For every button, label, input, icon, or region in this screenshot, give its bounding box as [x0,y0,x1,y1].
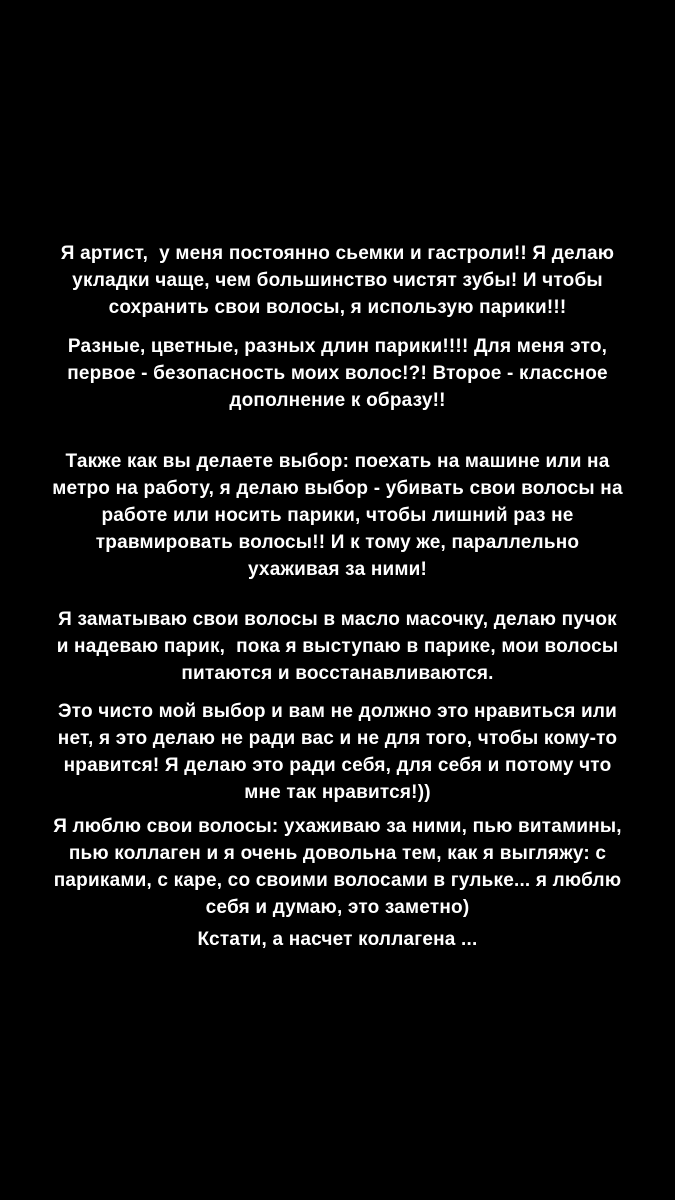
story-paragraph [38,240,638,321]
story-line: питаются и восстанавливаются. [181,663,494,684]
story-line: нет, я это делаю не ради вас и не для того, чтобы кому-то [57,728,618,749]
story-line: Я заматываю свои волосы в масло масочку, делаю пучок [58,609,617,630]
story-line: метро на работу, я делаю выбор - убивать свои волосы на [52,478,623,499]
story-text-block [0,240,675,953]
story-line: Также как вы делаете выбор: поехать на машине или на [65,451,610,472]
story-line: нравится! Я делаю это ради себя, для себя и потому что [63,755,612,776]
story-line: работе или носить парики, чтобы лишний раз не [101,505,574,526]
story-paragraph [38,606,638,687]
story-line: себя и думаю, это заметно) [205,897,470,918]
story-paragraph [38,698,638,806]
story-line: первое - безопасность моих волос!?! Второе - классное [67,363,608,384]
story-line: сохранить свои волосы, я использую парики!!! [108,297,567,318]
story-line: Это чисто мой выбор и вам не должно это нравиться или [57,701,618,722]
story-paragraph [38,448,638,583]
story-line: дополнение к образу!! [229,390,446,411]
story-paragraph [38,333,638,414]
story-paragraph [38,813,638,921]
story-paragraph [38,926,638,953]
story-line: ухаживая за ними! [247,559,428,580]
story-line: мне так нравится!)) [244,782,431,803]
story-line: пью коллаген и я очень довольна тем, как я выгляжу: с [68,843,607,864]
story-line: Я артист, у меня постоянно сьемки и гастроли!! Я делаю [60,243,615,264]
story-line: укладки чаще, чем большинство чистят зубы! И чтобы [72,270,603,291]
story-line: травмировать волосы!! И к тому же, параллельно [95,532,580,553]
story-line: париками, с каре, со своими волосами в гульке... я люблю [53,870,622,891]
story-line: и надеваю парик, пока я выступаю в парике, мои волосы [56,636,619,657]
story-line: Кстати, а насчет коллагена ... [197,929,478,950]
story-line: Я люблю свои волосы: ухаживаю за ними, пью витамины, [53,816,622,837]
story-line: Разные, цветные, разных длин парики!!!! Для меня это, [67,336,608,357]
